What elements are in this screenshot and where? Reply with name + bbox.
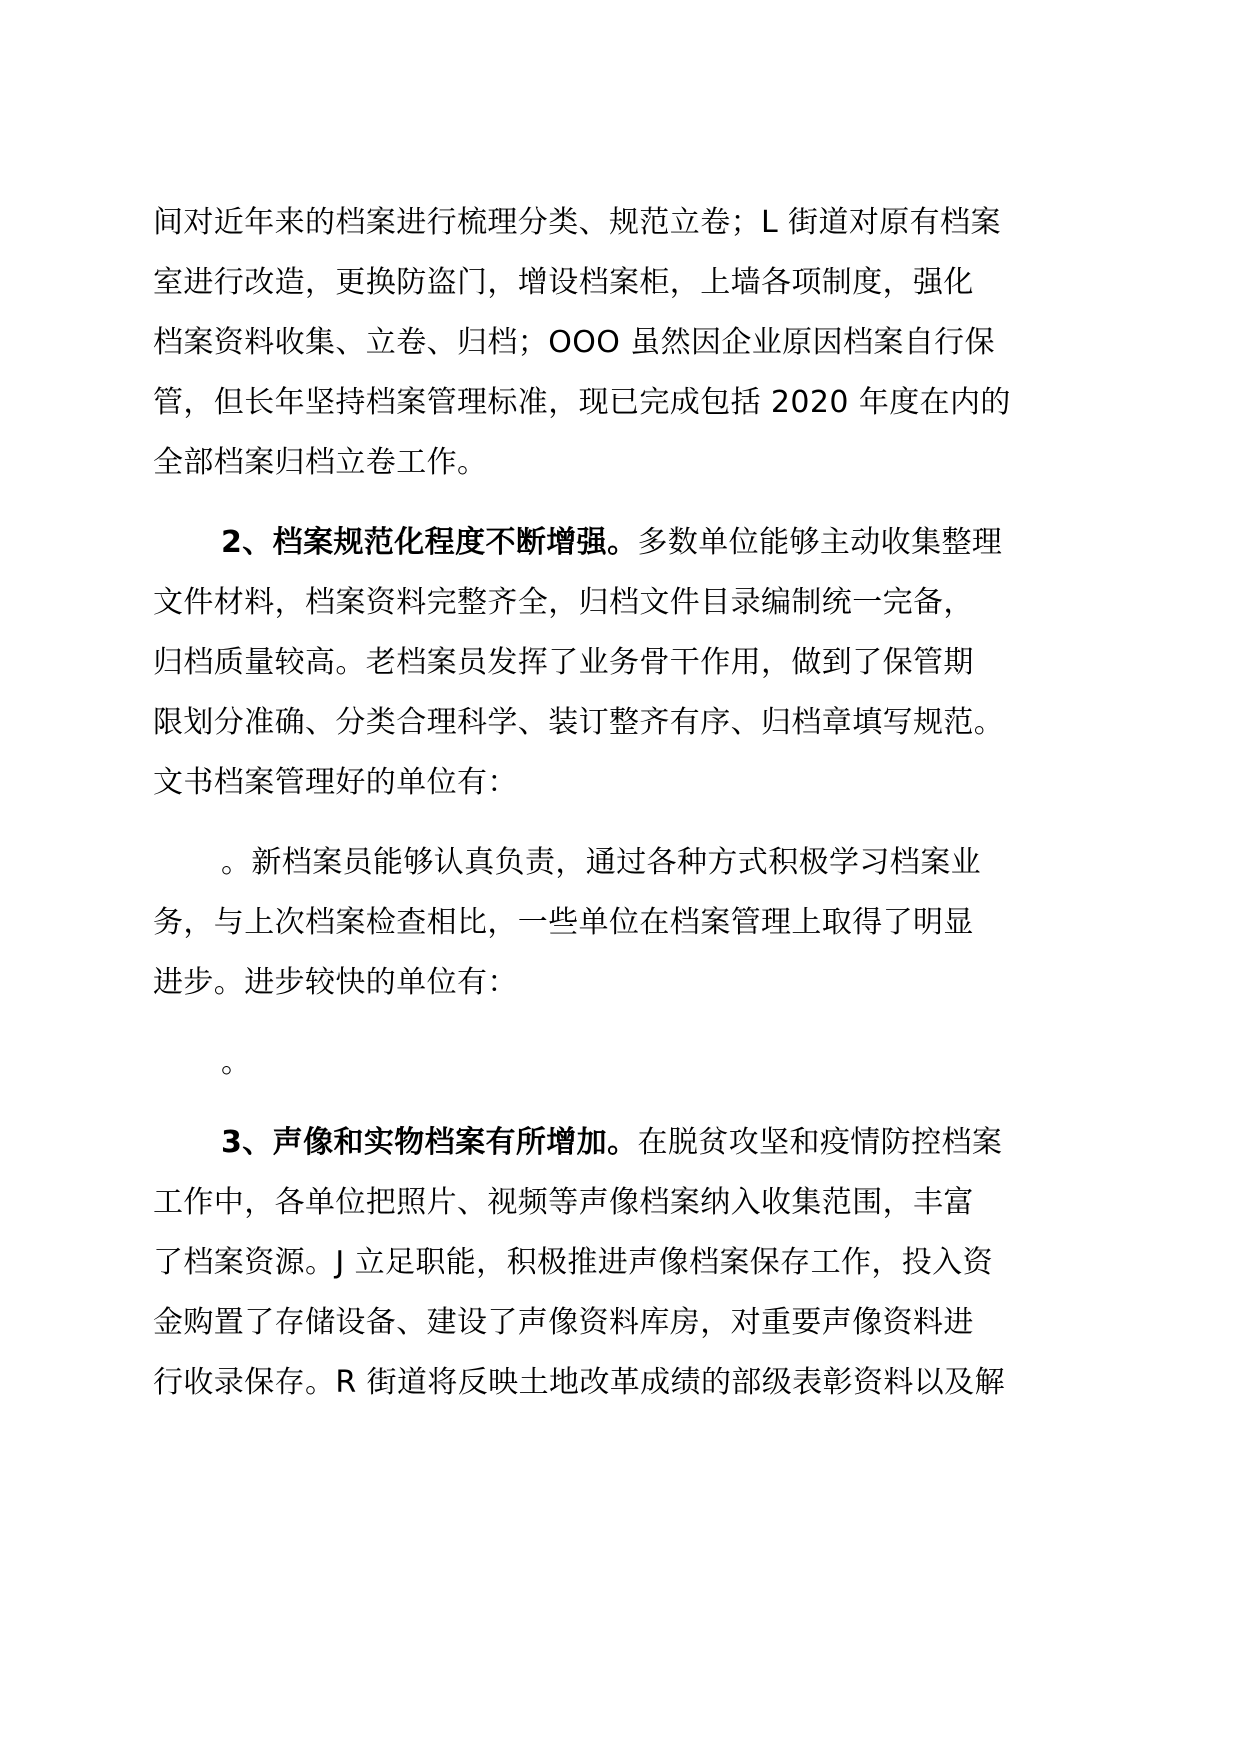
paragraph-line: 。新档案员能够认真负责，通过各种方式积极学习档案业 xyxy=(221,845,981,880)
paragraph-line: 文件材料，档案资料完整齐全，归档文件目录编制统一完备， xyxy=(153,585,974,620)
section-text: 在脱贫攻坚和疫情防控档案 xyxy=(637,1125,1003,1160)
paragraph-line: 行收录保存。R 街道将反映土地改革成绩的部级表彰资料以及解 xyxy=(153,1365,1005,1400)
paragraph-line: 务，与上次档案检查相比，一些单位在档案管理上取得了明显 xyxy=(153,905,974,940)
paragraph-line: 限划分准确、分类合理科学、装订整齐有序、归档章填写规范。 xyxy=(153,705,1005,740)
paragraph-line: 文书档案管理好的单位有： xyxy=(153,765,518,800)
section-line xyxy=(221,1123,1002,1163)
section-text: 多数单位能够主动收集整理 xyxy=(637,525,1003,560)
paragraph-line: 进步。进步较快的单位有： xyxy=(153,965,518,1000)
paragraph-line: 管，但长年坚持档案管理标准，现已完成包括 2020 年度在内的 xyxy=(153,385,1011,420)
paragraph-line: 金购置了存储设备、建设了声像资料库房，对重要声像资料进 xyxy=(153,1305,974,1340)
paragraph-line: 工作中，各单位把照片、视频等声像档案纳入收集范围，丰富 xyxy=(153,1185,974,1220)
paragraph-line: 间对近年来的档案进行梳理分类、规范立卷；L 街道对原有档案 xyxy=(153,205,1001,240)
paragraph-line: 了档案资源。J 立足职能，积极推进声像档案保存工作，投入资 xyxy=(153,1245,993,1280)
section-heading: 2、档案规范化程度不断增强。 xyxy=(221,525,638,560)
paragraph-line: 全部档案归档立卷工作。 xyxy=(153,445,488,480)
paragraph-line: 档案资料收集、立卷、归档；OOO 虽然因企业原因档案自行保 xyxy=(153,325,995,360)
section-line xyxy=(221,523,1002,563)
section-heading: 3、声像和实物档案有所增加。 xyxy=(221,1125,638,1160)
paragraph-line: 归档质量较高。老档案员发挥了业务骨干作用，做到了保管期 xyxy=(153,645,974,680)
paragraph-line: 。 xyxy=(221,1045,252,1080)
paragraph-line: 室进行改造，更换防盗门，增设档案柜，上墙各项制度，强化 xyxy=(153,265,974,300)
